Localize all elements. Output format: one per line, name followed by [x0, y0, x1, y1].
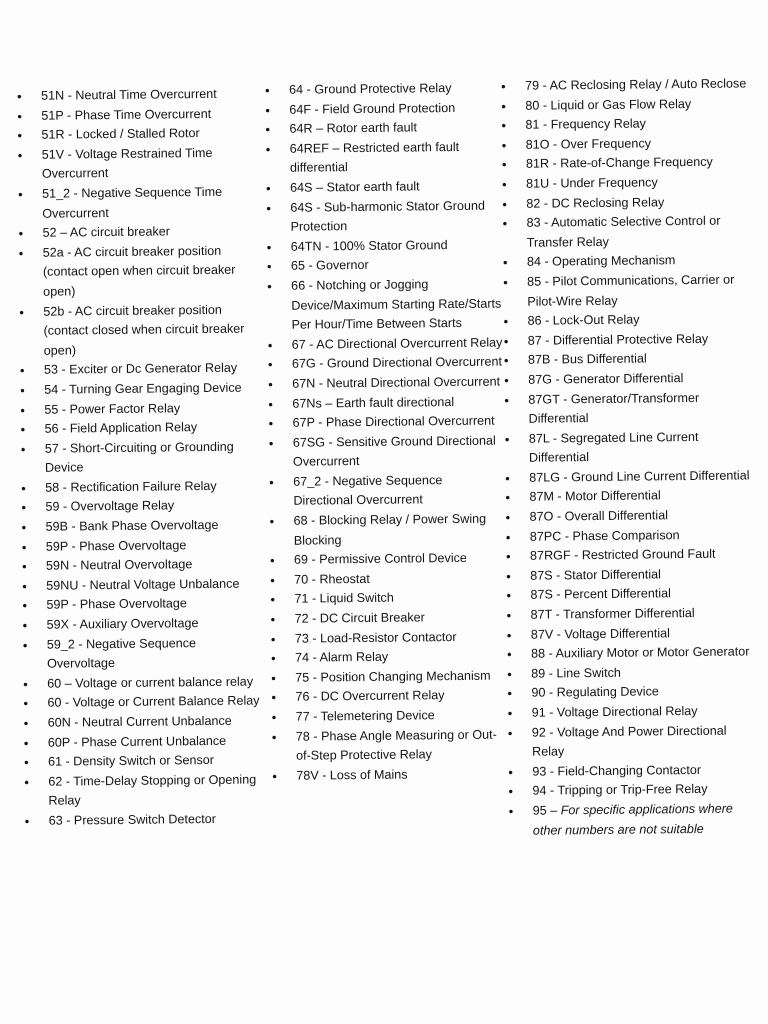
relay-code-text: 60 – Voltage or current balance relay [47, 674, 254, 691]
relay-code-text: 90 - Regulating Device [531, 684, 659, 701]
relay-code-text: 87V - Voltage Differential [530, 625, 670, 642]
relay-code-text: 52 – AC circuit breaker [42, 224, 171, 240]
list-item [266, 431, 504, 473]
bullet-icon: • [22, 617, 28, 633]
bullet-icon: • [508, 803, 514, 819]
bullet-icon: • [24, 813, 30, 829]
list-item [14, 84, 254, 106]
list-item [267, 568, 505, 590]
list-item [265, 412, 503, 434]
bullet-icon: • [24, 774, 29, 790]
list-item [19, 516, 259, 538]
bullet-icon: • [501, 118, 507, 134]
list-item [15, 222, 255, 244]
bullet-icon: • [267, 278, 272, 294]
relay-code-text: 80 - Liquid or Gas Flow Relay [525, 96, 692, 113]
list-item [267, 588, 505, 610]
bullet-icon: • [504, 431, 510, 447]
relay-code-text: 68 - Blocking Relay / Power Swing Blocking [293, 511, 487, 548]
relay-code-text: 67SG - Sensitive Ground Directional Overcurrent [292, 433, 496, 469]
list-item [502, 466, 752, 488]
relay-code-text: 60 - Voltage or Current Balance Relay [47, 693, 260, 711]
list-item [14, 124, 254, 146]
list-item [268, 627, 506, 649]
list-item [267, 549, 505, 571]
bullet-icon: • [21, 519, 27, 536]
list-item [498, 74, 748, 96]
list-item [268, 608, 506, 630]
list-item [504, 603, 754, 625]
bullet-icon: • [270, 631, 276, 647]
bullet-icon: • [505, 490, 511, 506]
relay-code-text: 67P - Phase Directional Overcurrent [292, 413, 495, 430]
relay-code-text: 57 - Short-Circuiting or Grounding Device [44, 439, 234, 475]
list-item [20, 613, 260, 635]
bullet-icon: • [507, 705, 513, 721]
bullet-icon: • [17, 88, 22, 104]
relay-code-text: 70 - Rheostat [294, 571, 370, 587]
bullet-icon: • [501, 98, 506, 114]
relay-code-text: 59N - Neutral Overvoltage [45, 557, 193, 573]
relay-code-text: 59P - Phase Overvoltage [45, 537, 187, 554]
relay-code-text: 59P - Phase Overvoltage [46, 596, 187, 613]
relay-code-text: 82 - DC Reclosing Relay [526, 194, 665, 211]
relay-code-text: 52b - AC circuit breaker position (contact closed when circuit breaker open) [43, 302, 245, 358]
relay-code-text: 63 - Pressure Switch Detector [48, 811, 217, 828]
bullet-icon: • [501, 157, 507, 173]
list-item [263, 137, 501, 179]
bullet-icon: • [265, 141, 271, 157]
list-item [499, 172, 749, 194]
relay-code-text: 64TN - 100% Stator Ground [290, 237, 448, 254]
bullet-icon: • [506, 607, 512, 623]
bullet-icon: • [268, 376, 273, 392]
list-item [20, 672, 260, 694]
list-item [20, 692, 260, 714]
list-item [22, 809, 262, 831]
list-item [504, 643, 754, 665]
list-item [505, 780, 755, 802]
bullet-icon: • [18, 186, 23, 202]
bullet-icon: • [507, 725, 513, 741]
list-item [18, 476, 258, 498]
bullet-icon: • [507, 666, 512, 682]
list-item [502, 486, 752, 508]
list-item [264, 274, 503, 335]
list-item [265, 372, 503, 394]
bullet-icon: • [266, 200, 271, 216]
bullet-icon: • [271, 690, 277, 706]
bullet-icon: • [23, 696, 29, 712]
bullet-icon: • [269, 474, 274, 490]
relay-code-text: 67_2 - Negative Sequence Directional Overcurrent [293, 473, 443, 509]
relay-code-text: 64 - Ground Protective Relay [289, 81, 452, 97]
relay-code-column-1 [14, 84, 262, 831]
relay-code-text: 88 - Auxiliary Motor or Motor Generator [530, 644, 750, 661]
list-item [268, 686, 506, 708]
relay-code-text: 94 - Tripping or Trip-Free Relay [532, 782, 708, 799]
relay-code-text: 59 - Overvoltage Relay [45, 498, 175, 515]
bullet-icon: • [266, 259, 272, 275]
bullet-icon: • [501, 137, 507, 153]
list-item [500, 309, 750, 331]
bullet-icon: • [22, 578, 27, 594]
relay-code-text: 51R - Locked / Stalled Rotor [41, 126, 200, 142]
relay-code-text: 58 - Rectification Failure Relay [45, 478, 217, 495]
list-item [264, 235, 502, 257]
list-item [19, 555, 259, 577]
relay-code-text: 75 - Position Changing Mechanism [295, 668, 491, 685]
list-item [268, 666, 506, 688]
bullet-icon: • [17, 108, 22, 124]
relay-code-text: 87S - Stator Differential [530, 567, 661, 583]
bullet-icon: • [506, 588, 512, 604]
list-item [19, 594, 259, 616]
bullet-icon: • [502, 216, 508, 232]
relay-code-text: 87 - Differential Protective Relay [527, 331, 709, 348]
relay-code-text: 56 - Field Application Relay [44, 420, 198, 436]
list-item [502, 427, 752, 469]
bullet-icon: • [23, 755, 29, 771]
relay-code-text: 61 - Density Switch or Sensor [47, 753, 215, 769]
bullet-icon: • [271, 709, 277, 725]
bullet-icon: • [503, 314, 509, 330]
relay-code-text: 85 - Pilot Communications, Carrier or Pilot-Wire Relay [527, 272, 735, 309]
bullet-icon: • [19, 304, 24, 320]
bullet-icon: • [505, 470, 510, 486]
bullet-icon: • [20, 441, 26, 457]
relay-code-text: 52a - AC circuit breaker position (contact open when circuit breaker open) [42, 243, 236, 299]
relay-code-text: 67G - Ground Directional Overcurrent [291, 354, 503, 372]
bullet-icon: • [23, 735, 29, 751]
bullet-icon: • [270, 572, 275, 588]
relay-code-text: 55 - Power Factor Relay [44, 400, 181, 417]
bullet-icon: • [508, 764, 513, 780]
bullet-icon: • [20, 421, 26, 438]
list-item [268, 647, 506, 669]
list-item [503, 545, 753, 567]
bullet-icon: • [271, 729, 277, 745]
list-item [21, 731, 261, 753]
relay-code-text: 76 - DC Overcurrent Relay [295, 688, 445, 705]
bullet-icon: • [503, 274, 508, 290]
relay-code-text: 87G - Generator Differential [528, 370, 684, 387]
list-item [21, 751, 261, 773]
bullet-icon: • [18, 226, 24, 242]
bullet-icon: • [269, 513, 275, 530]
relay-code-text: 51V - Voltage Restrained Time Overcurrent [41, 145, 213, 182]
list-item [263, 176, 501, 198]
relay-code-text: 59X - Auxiliary Overvoltage [46, 616, 199, 632]
bullet-icon: • [17, 128, 23, 144]
bullet-icon: • [265, 102, 270, 118]
relay-code-text: 79 - AC Reclosing Relay / Auto Reclose [525, 76, 747, 93]
list-item [503, 505, 753, 527]
bullet-icon: • [266, 239, 272, 255]
relay-code-text: 72 - DC Circuit Breaker [294, 610, 425, 626]
relay-code-text: 67Ns – Earth fault directional [292, 394, 455, 411]
relay-code-text: 92 - Voltage And Power Directional Relay [531, 723, 727, 759]
list-item [15, 143, 255, 185]
bullet-icon: • [21, 480, 26, 496]
list-item [506, 799, 756, 841]
bullet-icon: • [21, 559, 27, 575]
relay-code-text: 91 - Voltage Directional Relay [531, 703, 698, 720]
list-item [17, 418, 257, 440]
list-item [16, 241, 257, 302]
relay-code-text: 73 - Load-Resistor Contactor [294, 629, 457, 646]
bullet-icon: • [270, 651, 276, 667]
list-item [266, 470, 504, 512]
bullet-icon: • [21, 500, 27, 516]
relay-code-text: 78 - Phase Angle Measuring or Out-of-Step Protective Relay [295, 727, 497, 763]
relay-code-text: 87O - Overall Differential [529, 508, 669, 524]
bullet-icon: • [270, 611, 276, 627]
relay-code-text: 59B - Bank Phase Overvoltage [45, 517, 219, 534]
list-item [264, 255, 502, 277]
bullet-icon: • [268, 396, 274, 412]
list-item [499, 212, 749, 254]
bullet-icon: • [504, 372, 509, 388]
list-item [265, 353, 503, 375]
list-item [505, 701, 755, 723]
list-item [21, 711, 261, 733]
list-item [503, 564, 753, 586]
relay-code-text: 87GT - Generator/Transformer Differential [528, 390, 700, 426]
bullet-icon: • [23, 715, 29, 731]
bullet-icon: • [506, 568, 511, 584]
relay-code-text: 93 - Field-Changing Contactor [532, 762, 702, 779]
relay-code-text: 64R – Rotor earth fault [289, 120, 417, 136]
bullet-icon: • [20, 402, 26, 418]
list-item [17, 359, 257, 381]
list-item [501, 349, 751, 371]
relay-code-text: 77 - Telemetering Device [295, 708, 435, 724]
list-item [503, 584, 753, 606]
relay-code-text: 87M - Motor Differential [529, 488, 661, 505]
bullet-icon: • [504, 392, 510, 408]
relay-code-text: 66 - Notching or Jogging Device/Maximum Starting Rate/Starts Per Hour/Time Between Starts [291, 277, 502, 332]
list-item [499, 133, 749, 155]
list-item [262, 98, 500, 120]
list-item [265, 392, 503, 414]
relay-code-text: 53 - Exciter or Dc Generator Relay [43, 360, 238, 378]
relay-code-text: 87LG - Ground Line Current Differential [529, 468, 750, 485]
list-item [503, 525, 753, 547]
bullet-icon: • [505, 509, 511, 526]
list-item [17, 378, 257, 400]
list-item [505, 721, 755, 763]
list-item [262, 118, 500, 140]
relay-code-text: 51_2 - Negative Sequence Time Overcurrent [42, 184, 223, 221]
relay-code-text: 84 - Operating Mechanism [526, 253, 676, 270]
list-item [18, 437, 258, 479]
list-item [269, 705, 507, 727]
bullet-icon: • [507, 686, 513, 702]
list-item [267, 510, 505, 552]
list-item [269, 764, 507, 786]
relay-code-text: 86 - Lock-Out Relay [527, 312, 640, 328]
relay-code-text: 87L - Segregated Line Current Differential [528, 429, 699, 465]
relay-code-text: 67N - Neutral Directional Overcurrent [292, 374, 501, 391]
relay-code-text: 78V - Loss of Mains [296, 767, 408, 783]
list-item [504, 623, 754, 645]
relay-code-text: 71 - Liquid Switch [294, 591, 394, 607]
list-item [19, 574, 259, 596]
relay-code-text: 64S - Sub-harmonic Stator Ground Protection [290, 198, 485, 234]
bullet-icon: • [269, 553, 275, 569]
list-item [263, 196, 501, 238]
relay-code-text: 81O - Over Frequency [525, 136, 652, 152]
relay-code-text: 81U - Under Frequency [526, 175, 658, 191]
relay-code-text: 87PC - Phase Comparison [529, 527, 680, 544]
relay-code-text: 54 - Turning Gear Engaging Device [44, 380, 242, 397]
relay-code-text: 65 - Governor [290, 258, 369, 274]
bullet-icon: • [22, 598, 28, 614]
list-item [269, 725, 507, 767]
relay-code-text: 69 - Permissive Control Device [293, 551, 467, 567]
list-item [498, 94, 748, 116]
list-item [501, 368, 751, 390]
bullet-icon: • [22, 637, 28, 653]
bullet-icon: • [265, 82, 270, 98]
relay-code-column-3 [498, 74, 756, 841]
bullet-icon: • [501, 78, 506, 94]
bullet-icon: • [18, 245, 24, 261]
bullet-icon: • [502, 176, 507, 192]
bullet-icon: • [502, 196, 507, 212]
relay-code-text: 62 - Time-Delay Stopping or Opening Relay [48, 772, 257, 809]
relay-code-text: 87T - Transformer Differential [530, 606, 695, 622]
relay-code-text: 64REF – Restricted earth fault differential [289, 139, 460, 176]
list-item [501, 388, 751, 430]
relay-code-text: 67 - AC Directional Overcurrent Relay [291, 335, 503, 352]
bullet-icon: • [270, 592, 276, 608]
list-item [17, 398, 257, 420]
relay-code-text: 81R - Rate-of-Change Frequency [525, 155, 713, 172]
bullet-icon: • [266, 180, 271, 196]
relay-code-text: 64S – Stator earth fault [290, 179, 420, 195]
bullet-icon: • [506, 647, 512, 663]
list-item [18, 496, 258, 518]
relay-code-text: 60P - Phase Current Unbalance [47, 733, 227, 750]
bullet-icon: • [267, 337, 273, 353]
bullet-icon: • [17, 147, 23, 163]
bullet-icon: • [508, 784, 514, 800]
relay-code-text: 87RGF - Restricted Ground Fault [529, 546, 716, 563]
bullet-icon: • [265, 122, 271, 138]
relay-code-text: 51P - Phase Time Overcurrent [41, 106, 212, 123]
relay-code-text: 89 - Line Switch [531, 665, 621, 681]
bullet-icon: • [505, 529, 511, 545]
bullet-icon: • [268, 415, 274, 432]
bullet-icon: • [20, 382, 25, 398]
bullet-icon: • [502, 255, 508, 271]
relay-code-text: 95 – [532, 803, 561, 818]
relay-code-text: 64F - Field Ground Protection [289, 100, 456, 117]
list-item [14, 104, 254, 126]
relay-code-text: 60N - Neutral Current Unbalance [47, 713, 232, 730]
list-item [500, 270, 750, 312]
relay-code-italic-note: For specific applications where other numbers are not suitable [532, 801, 733, 838]
list-item [19, 535, 259, 557]
list-item [20, 633, 260, 675]
bullet-icon: • [272, 768, 277, 784]
list-item [21, 770, 261, 812]
bullet-icon: • [19, 363, 25, 379]
relay-code-text: 74 - Alarm Relay [294, 649, 389, 665]
list-item [500, 251, 750, 273]
bullet-icon: • [506, 627, 512, 643]
relay-code-text: 87B - Bus Differential [527, 351, 647, 368]
list-item [262, 79, 500, 101]
list-item [504, 662, 754, 684]
bullet-icon: • [503, 353, 509, 369]
list-item [498, 114, 748, 136]
list-item [504, 682, 754, 704]
relay-code-text: 59NU - Neutral Voltage Unbalance [46, 576, 240, 593]
list-item [499, 192, 749, 214]
bullet-icon: • [21, 539, 27, 555]
list-item [15, 182, 255, 224]
list-item [501, 329, 751, 351]
bullet-icon: • [505, 549, 511, 565]
relay-code-text: 83 - Automatic Selective Control or Transfer Relay [526, 213, 721, 250]
list-item [499, 153, 749, 175]
list-item [16, 300, 257, 361]
relay-code-text: 87S - Percent Differential [530, 586, 671, 603]
relay-code-column-2 [262, 79, 510, 787]
bullet-icon: • [268, 435, 274, 451]
bullet-icon: • [23, 676, 28, 692]
relay-code-text: 81 - Frequency Relay [525, 116, 646, 132]
relay-code-text: 59_2 - Negative Sequence Overvoltage [46, 635, 197, 671]
bullet-icon: • [267, 357, 273, 373]
bullet-icon: • [503, 333, 509, 349]
list-item [505, 760, 755, 782]
bullet-icon: • [271, 670, 276, 686]
relay-code-text: 51N - Neutral Time Overcurrent [41, 86, 217, 103]
list-item [265, 333, 503, 355]
